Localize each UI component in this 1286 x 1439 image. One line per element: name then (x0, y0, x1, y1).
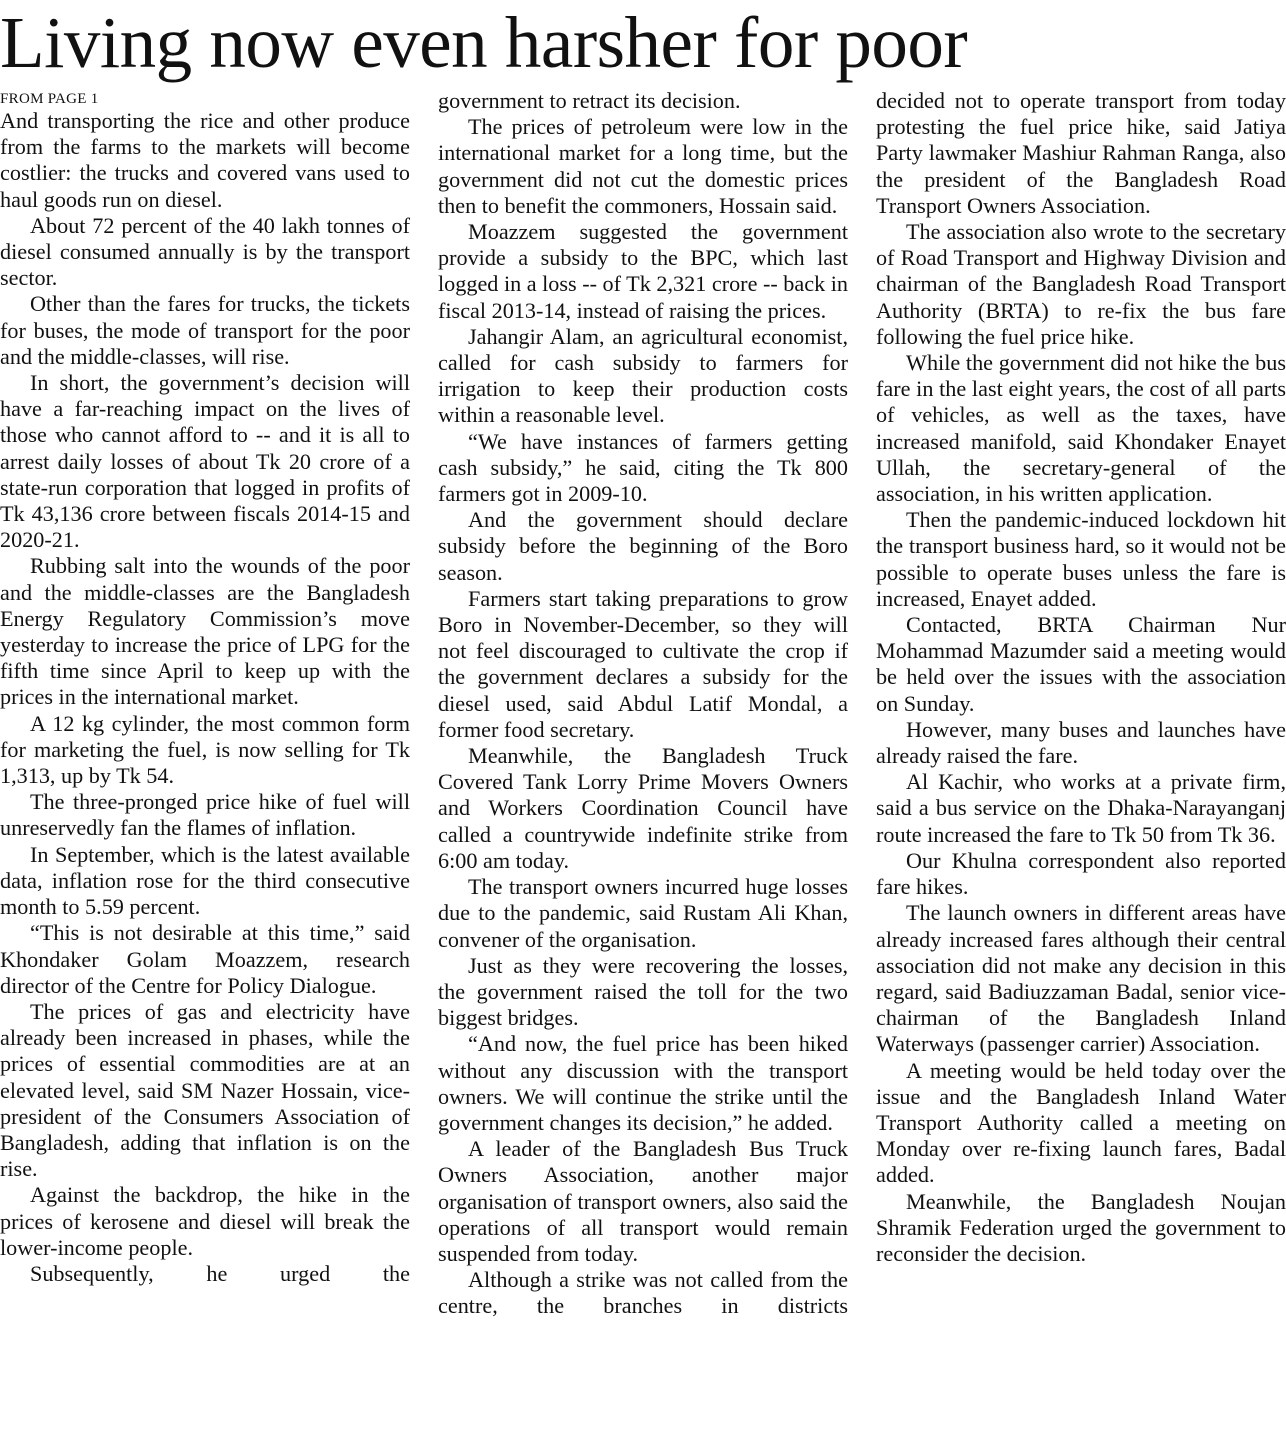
body-paragraph: “This is not desirable at this time,” said Khondaker Golam Moazzem, research director of the Centre for Policy Dialogue. (0, 920, 410, 998)
body-paragraph: “We have instances of farmers getting cash subsidy,” he said, citing the Tk 800 farmers got in 2009-10. (438, 428, 848, 507)
continuation-kicker: FROM PAGE 1 (0, 91, 99, 107)
article-column-3 (876, 88, 1286, 1267)
body-paragraph: Just as they were recovering the losses, the government raised the toll for the two biggest bridges. (438, 952, 848, 1031)
body-paragraph: government to retract its decision. (438, 88, 741, 113)
body-paragraph: Then the pandemic-induced lockdown hit the transport business hard, so it would not be possible to operate buses unless the fare is increased, Enayet added. (876, 507, 1286, 611)
body-paragraph: “And now, the fuel price has been hiked without any discussion with the transport owners. We will continue the strike until the government changes its decision,” he added. (438, 1031, 848, 1135)
body-paragraph: Meanwhile, the Bangladesh Truck Covered Tank Lorry Prime Movers Owners and Workers Coordination Council have called a countrywide indefinite strike from 6:00 am today. (438, 743, 848, 873)
body-paragraph: However, many buses and launches have already raised the fare. (876, 716, 1286, 769)
body-paragraph: Meanwhile, the Bangladesh Noujan Shramik Federation urged the government to reconsider the decision. (876, 1188, 1286, 1266)
body-paragraph: A meeting would be held today over the issue and the Bangladesh Inland Water Transport Authority called a meeting on Monday over re-fixing launch fares, Badal added. (876, 1057, 1286, 1188)
body-paragraph: A leader of the Bangladesh Bus Truck Owners Association, another major organisation of transport owners, also said the operations of all transport would remain suspended from today. (438, 1136, 848, 1266)
body-paragraph: In short, the government’s decision will have a far-reaching impact on the lives of those who cannot afford to -- and it is all to arrest daily losses of about Tk 20 crore of a state-run corporation that logged in profits of Tk 43,136 crore between fiscals 2014-15 and 2020-21. (0, 370, 410, 553)
body-paragraph: Although a strike was not called from the centre, the branches in districts (438, 1267, 848, 1319)
body-paragraph: Our Khulna correspondent also reported fare hikes. (876, 847, 1286, 900)
article-column-1 (0, 88, 410, 1287)
body-paragraph: The three-pronged price hike of fuel will unreservedly fan the flames of inflation. (0, 789, 410, 841)
body-paragraph: About 72 percent of the 40 lakh tonnes of diesel consumed annually is by the transport sector. (0, 212, 410, 291)
article-column-2 (438, 88, 848, 1320)
body-paragraph: Farmers start taking preparations to grow Boro in November-December, so they will not feel discouraged to cultivate the crop if the government declares a subsidy for the diesel used, said Abdul Latif Mondal, a former food secretary. (438, 585, 848, 742)
body-paragraph: A 12 kg cylinder, the most common form for marketing the fuel, is now selling for Tk 1,313, up by Tk 54. (0, 710, 410, 789)
body-paragraph: While the government did not hike the bus fare in the last eight years, the cost of all parts of vehicles, as well as the taxes, have increased manifold, said Khondaker Enayet Ullah, the secretary-general of the association, in his written application. (876, 350, 1286, 507)
body-paragraph: Jahangir Alam, an agricultural economist, called for cash subsidy to farmers for irrigation to keep their production costs within a reasonable level. (438, 323, 848, 428)
body-paragraph: decided not to operate transport from today protesting the fuel price hike, said Jatiya Party lawmaker Mashiur Rahman Ranga, also the president of the Bangladesh Road Transport Owners Association. (876, 88, 1286, 218)
body-paragraph: The prices of petroleum were low in the international market for a long time, but the government did not cut the domestic prices then to benefit the commoners, Hossain said. (438, 114, 848, 218)
body-paragraph: Rubbing salt into the wounds of the poor and the middle-classes are the Bangladesh Energy Regulatory Commission’s move yesterday to increase the price of LPG for the fifth time since April to keep up with the prices in the international market. (0, 553, 410, 710)
body-paragraph: The prices of gas and electricity have already been increased in phases, while the prices of essential commodities are at an elevated level, said SM Nazer Hossain, vice-president of the Consumers Association of Bangladesh, adding that inflation is on the rise. (0, 998, 410, 1182)
body-paragraph: In September, which is the latest available data, inflation rose for the third consecutive month to 5.59 percent. (0, 841, 410, 920)
body-paragraph: Al Kachir, who works at a private firm, said a bus service on the Dhaka-Narayanganj route increased the fare to Tk 50 from Tk 36. (876, 769, 1286, 847)
body-paragraph: The transport owners incurred huge losses due to the pandemic, said Rustam Ali Khan, convener of the organisation. (438, 874, 848, 952)
body-paragraph: Other than the fares for trucks, the tickets for buses, the mode of transport for the poor and the middle-classes, will rise. (0, 291, 410, 369)
body-paragraph: Subsequently, he urged the (30, 1260, 410, 1286)
column-body (876, 88, 1286, 1267)
body-paragraph: And the government should declare subsidy before the beginning of the Boro season. (438, 507, 848, 585)
body-paragraph: Moazzem suggested the government provide a subsidy to the BPC, which last logged in a loss -- of Tk 2,321 crore -- back in fiscal 2013-14, instead of raising the prices. (438, 219, 848, 323)
body-paragraph: The association also wrote to the secretary of Road Transport and Highway Division and chairman of the Bangladesh Road Transport Authority (BRTA) to re-fix the bus fare following the fuel price hike. (876, 219, 1286, 349)
body-paragraph: And transporting the rice and other produce from the farms to the markets will become costlier: the trucks and covered vans used to haul goods run on diesel. (0, 108, 410, 212)
headline: Living now even harsher for poor (0, 2, 968, 83)
body-paragraph: Against the backdrop, the hike in the prices of kerosene and diesel will break the lower-income people. (0, 1182, 410, 1260)
body-paragraph: The launch owners in different areas have already increased fares although their central association did not make any decision in this regard, said Badiuzzaman Badal, senior vice-chairman of the Bangladesh Inland Waterways (passenger carrier) Association. (876, 900, 1286, 1057)
column-body (0, 108, 410, 1287)
column-body (438, 88, 848, 1320)
body-paragraph: Contacted, BRTA Chairman Nur Mohammad Mazumder said a meeting would be held over the issues with the association on Sunday. (876, 612, 1286, 716)
